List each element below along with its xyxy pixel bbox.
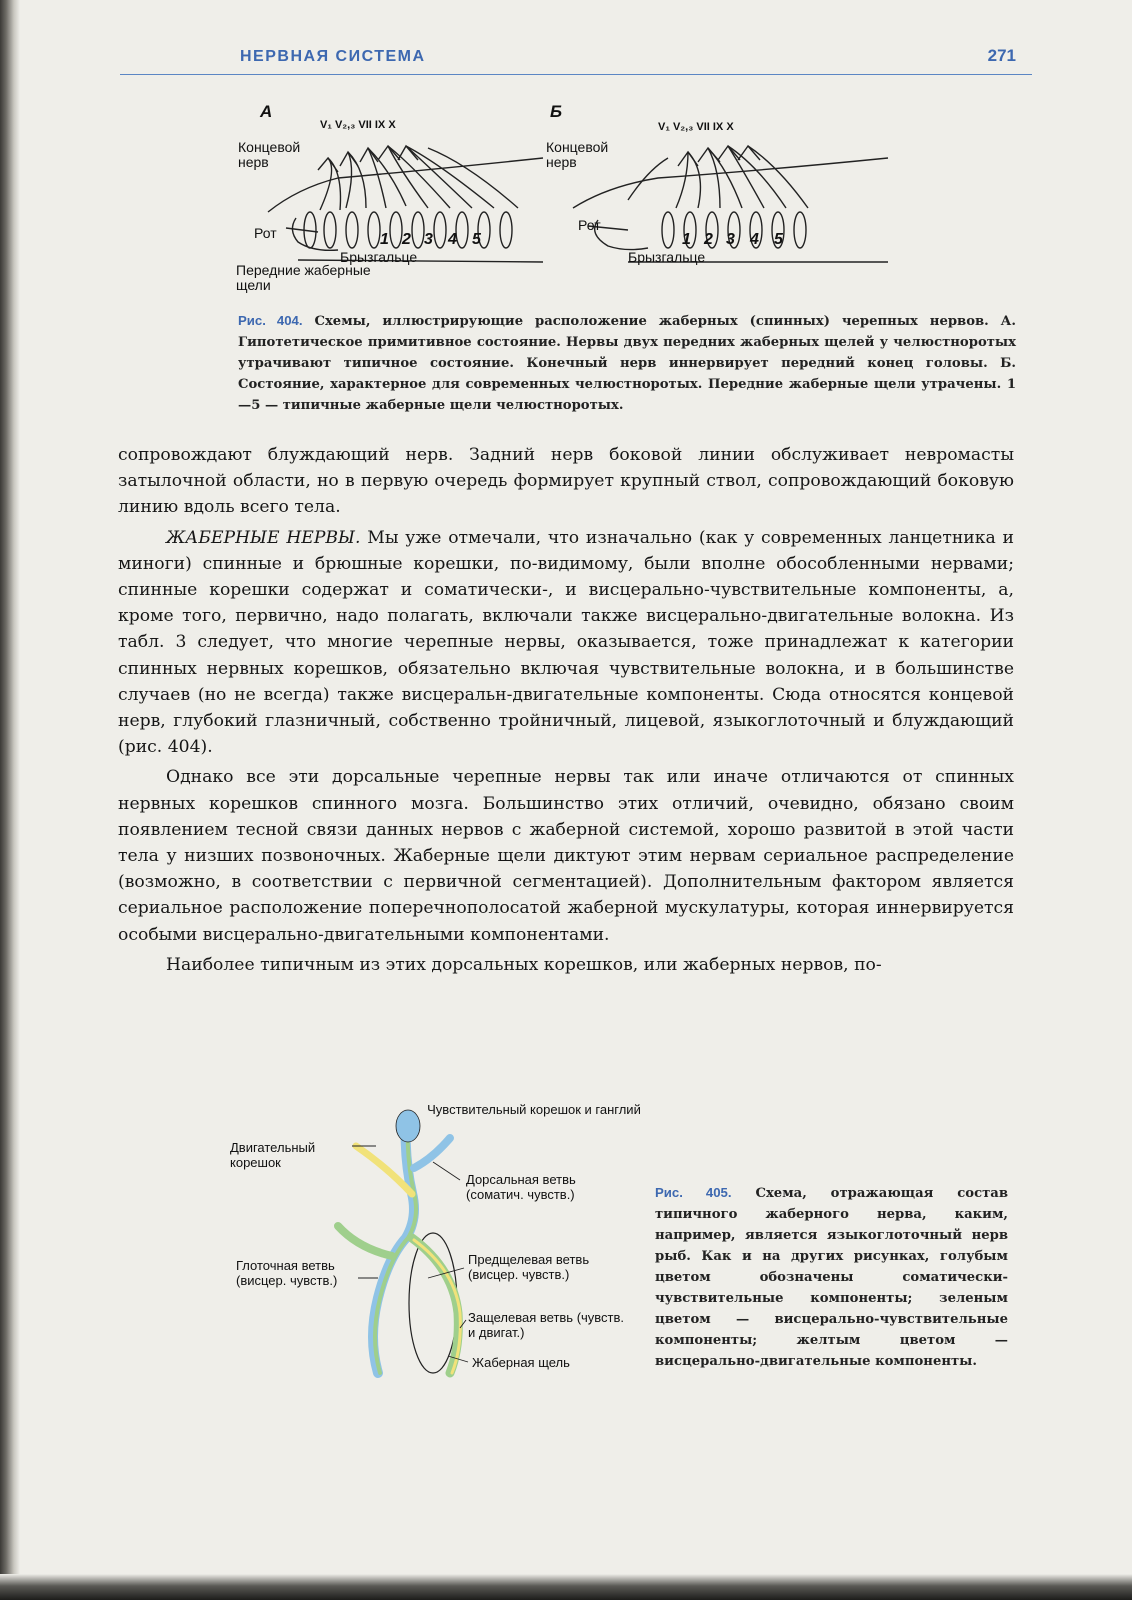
spiracle-a-label: Брызгальце: [340, 249, 418, 265]
front-gill-slits-label: Передние жаберные щели: [236, 262, 371, 293]
slit-number-a: 3: [424, 231, 433, 248]
panel-b-letter: Б: [550, 102, 563, 121]
slit-number-b: 2: [704, 231, 713, 248]
slit-number-b: 5: [774, 231, 783, 248]
motor-root-label: Двигательный корешок: [230, 1140, 316, 1170]
panel-a-letter: А: [260, 102, 273, 121]
running-header: [120, 46, 1032, 75]
posttrematic-branch-label: Защелевая ветвь (чувств. и двигат.): [468, 1310, 625, 1340]
figure-405-caption-text: Схема, отражающая состав типичного жаберного нерва, каким, например, является языкоглоточный нерв рыб. Как и на других рисунках, голубым цветом обозначены соматически-чувствительные компоненты; зеленым цветом — висцерально-чувствительные компоненты; желтым цветом — висцерально-двигательные компоненты.: [655, 1186, 1008, 1369]
page-bottom-shadow: [0, 1574, 1132, 1600]
figure-404: [228, 100, 1028, 300]
page-number: 271: [987, 46, 1016, 65]
slit-number-a: 2: [402, 231, 411, 248]
slit-number-a: 1: [380, 231, 389, 248]
mouth-a-label: Рот: [254, 225, 277, 241]
paragraph: [118, 525, 1014, 761]
pharyngeal-branch-label: Глоточная ветвь (висцер. чувств.): [236, 1258, 338, 1288]
gill-slit-label: Жаберная щель: [472, 1355, 570, 1370]
paragraph: Наиболее типичным из этих дорсальных корешков, или жаберных нервов, по-: [166, 954, 882, 975]
slit-number-b: 4: [750, 231, 759, 248]
paragraph: Однако все эти дорсальные черепные нервы так или иначе отличаются от спинных нервных корешков спинного мозга. Большинство этих отличий, очевидно, обязано своим появлением тесной связи данных нервов с жаберной системой, хорошо развитой в этой части тела у низших позвоночных. Жаберные щели диктуют этим нервам сериальное распределение (возможно, в соответствии с первичной сегментацией). Дополнительным фактором является сериальное расположение поперечнополосатой жаберной мускулатуры, которая иннервируется особыми висцерально-двигательными компонентами.: [118, 767, 1014, 945]
body-text: [118, 442, 1014, 978]
page-spine-shadow: [0, 0, 20, 1600]
mouth-b-label: Рот: [578, 217, 601, 233]
section-heading-gill-nerves: ЖАБЕРНЫЕ НЕРВЫ.: [166, 527, 361, 548]
figure-405-caption: [655, 1182, 1008, 1372]
nerve-numbers-a: V₁ V₂,₃ VII IX X: [320, 119, 396, 131]
nerve-numbers-b: V₁ V₂,₃ VII IX X: [658, 121, 734, 133]
slit-number-a: 4: [448, 231, 457, 248]
dorsal-branch-label: Дорсальная ветвь (соматич. чувств.): [466, 1172, 576, 1202]
sensory-root-label: Чувствительный корешок и ганглий: [427, 1102, 641, 1117]
slit-number-b: 3: [726, 231, 735, 248]
terminal-nerve-a-label: Концевой нерв: [238, 139, 301, 170]
slit-number-a: 5: [472, 231, 481, 248]
slit-number-b: 1: [682, 231, 691, 248]
pretrematic-branch-label: Предщелевая ветвь (висцер. чувств.): [468, 1252, 590, 1282]
figure-404-caption-label: Рис. 404.: [238, 313, 303, 328]
running-title: НЕРВНАЯ СИСТЕМА: [240, 48, 426, 65]
paragraph-text: Мы уже отмечали, что изначально (как у современных ланцетника и миноги) спинные и брюшные корешки, по-видимому, были вполне обособленными нервами; спинные корешки содержат и соматически-, и висцерально-чувствительные компоненты, а, кроме того, первично, надо полагать, включали также висцерально-двигательные волокна. Из табл. 3 следует, что многие черепные нервы, оказывается, тоже принадлежат к категории спинных нервных корешков, обязательно включая чувствительные волокна, и в большинстве случаев (но не всегда) также висцеральн-двигательные компоненты. Сюда относятся концевой нерв, глубокий глазничный, собственно тройничный, лицевой, языкоглоточный и блуждающий (рис. 404).: [118, 527, 1014, 758]
spiracle-b-label: Брызгальце: [628, 249, 706, 265]
paragraph: сопровождают блуждающий нерв. Задний нерв боковой линии обслуживает невромасты затылочной области, но в первую очередь формирует крупный ствол, сопровождающий боковую линию вдоль всего тела.: [118, 445, 1014, 518]
terminal-nerve-b-label: Концевой нерв: [546, 139, 609, 170]
figure-404-caption-text: Схемы, иллюстрирующие расположение жаберных (спинных) черепных нервов. А. Гипотетическое примитивное состояние. Нервы двух передних жаберных щелей у челюстноротых утрачивают типичное состояние. Конечный нерв иннервирует передний конец головы. Б. Состояние, характерное для современных челюстноротых. Передние жаберные щели утрачены. 1—5 — типичные жаберные щели челюстноротых.: [238, 314, 1016, 413]
figure-405: [228, 1098, 648, 1388]
figure-405-caption-label: Рис. 405.: [655, 1185, 732, 1200]
figure-404-caption: [238, 310, 1016, 416]
